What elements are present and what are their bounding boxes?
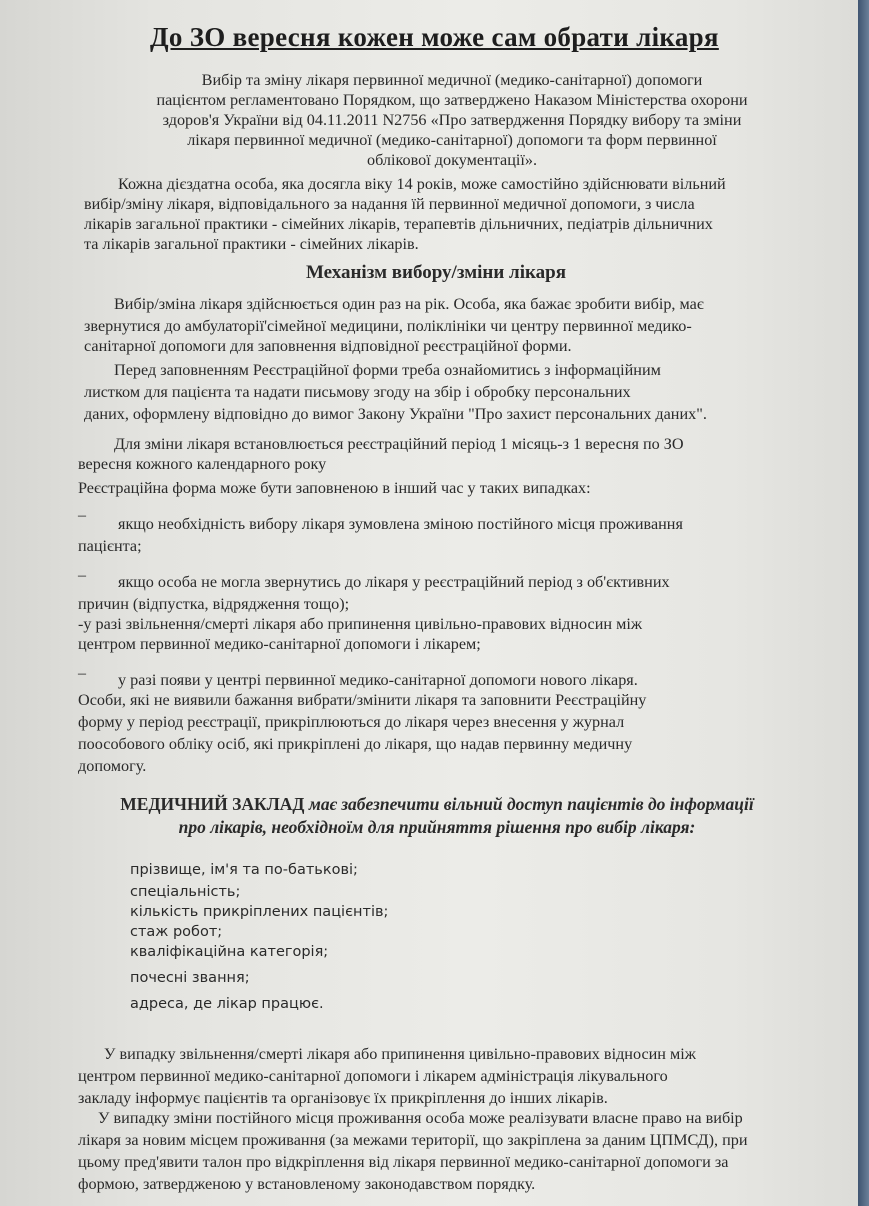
text-line: причин (відпустка, відрядження тощо);: [78, 595, 350, 613]
text-line: вибір/зміну лікаря, відповідального за надання їй первинної медичної допомоги, з числа: [84, 195, 695, 213]
text-line: пацієнта;: [78, 537, 142, 555]
text-line: даних, оформлену відповідно до вимог Закону України "Про захист персональних даних".: [84, 405, 707, 423]
text-line: форму у період реєстрації, прикріплюються до лікаря через внесення у журнал: [78, 713, 625, 731]
mechanism-heading: Механізм вибору/зміни лікаря: [306, 262, 566, 283]
institution-heading-rest: має забезпечити вільний доступ пацієнтів до інформації: [304, 794, 754, 814]
text-line: закладу інформує пацієнтів та організовує їх прикріплення до інших лікарів.: [78, 1089, 608, 1107]
institution-heading: [92, 793, 782, 839]
text-line: -у разі звільнення/смерті лікаря або припинення цивільно-правових відносин між: [78, 615, 643, 633]
text-line: лікарів загальної практики - сімейних лікарів, терапевтів дільничних, педіатрів дільничних: [84, 215, 713, 233]
text-line: лікаря первинної медичної (медико-санітарної) допомоги та форм первинної: [187, 131, 717, 149]
list-item: адреса, де лікар працює.: [130, 996, 324, 1012]
text-line: санітарної допомоги для заповнення відповідної реєстраційної форми.: [84, 337, 572, 355]
text-line: поособового обліку осіб, які прикріплені до лікаря, що надав первинну медичну: [78, 735, 633, 753]
text-line: якщо особа не могла звернутись до лікаря у реєстраційний період з об'єктивних: [118, 573, 670, 591]
list-item: прізвище, ім'я та по-батькові;: [130, 862, 358, 878]
text-line: Особи, які не виявили бажання вибрати/змінити лікаря та заповнити Реєстраційну: [78, 691, 647, 709]
text-line: центром первинної медико-санітарної допомоги і лікарем;: [78, 635, 481, 653]
exceptions-intro: Реєстраційна форма може бути заповненою в інший час у таких випадках:: [78, 479, 591, 497]
background-edge: [858, 0, 869, 1206]
intro-paragraph: [92, 70, 812, 170]
dash-marker: –: [78, 567, 86, 584]
text-line: лікаря за новим місцем проживання (за межами території, що закріплена за даним ЦПМСД), при: [78, 1131, 748, 1149]
list-item: кваліфікаційна категорія;: [130, 944, 329, 960]
text-line: Вибір та зміну лікаря первинної медичної (медико-санітарної) допомоги: [201, 71, 703, 89]
list-item: стаж робот;: [130, 924, 223, 940]
list-item: спеціальність;: [130, 884, 241, 900]
institution-lead: МЕДИЧНИЙ ЗАКЛАД: [120, 794, 305, 814]
text-line: звернутися до амбулаторії'сімейної медицини, поліклініки чи центру первинної медико-: [84, 317, 692, 335]
text-line: Кожна дієздатна особа, яка досягла віку 14 років, може самостійно здійснювати вільний: [118, 175, 726, 193]
text-line: у разі появи у центрі первинної медико-санітарної допомоги нового лікаря.: [118, 671, 638, 689]
institution-heading-line2: про лікарів, необхідноїм для прийняття рішення про вибір лікаря:: [178, 817, 696, 837]
text-line: вересня кожного календарного року: [78, 455, 327, 473]
text-line: Для зміни лікаря встановлюється реєстраційний період 1 місяць-з 1 вересня по ЗО: [114, 435, 684, 453]
text-line: формою, затвердженою у встановленому законодавством порядку.: [78, 1175, 536, 1193]
list-item: почесні звання;: [130, 970, 250, 986]
text-line: центром первинної медико-санітарної допомоги і лікарем адміністрація лікувального: [78, 1067, 668, 1085]
text-line: Перед заповненням Реєстраційної форми треба ознайомитись з інформаційним: [114, 361, 661, 379]
list-item: кількість прикріплених пацієнтів;: [130, 904, 389, 920]
text-line: та лікарів загальної практики - сімейних лікарів.: [84, 235, 419, 253]
text-line: допомогу.: [78, 757, 147, 775]
text-line: пацієнтом регламентовано Порядком, що затверджено Наказом Міністерства охорони: [156, 91, 748, 109]
text-line: цьому пред'явити талон про відкріплення від лікаря первинної медико-санітарної допомоги за: [78, 1153, 729, 1171]
text-line: якщо необхідність вибору лікаря зумовлена зміною постійного місця проживання: [118, 515, 683, 533]
text-line: здоров'я України від 04.11.2011 N2756 «Про затвердження Порядку вибору та зміни: [162, 111, 742, 129]
text-line: Вибір/зміна лікаря здійснюється один раз на рік. Особа, яка бажає зробити вибір, має: [114, 295, 704, 313]
page-title: До ЗО вересня кожен може сам обрати лікаря: [150, 22, 719, 52]
text-line: У випадку звільнення/смерті лікаря або припинення цивільно-правових відносин між: [104, 1045, 696, 1063]
text-line: облікової документації».: [367, 151, 537, 169]
text-line: У випадку зміни постійного місця проживання особа може реалізувати власне право на вибір: [98, 1109, 743, 1127]
dash-marker: –: [78, 665, 86, 682]
dash-marker: –: [78, 507, 86, 524]
text-line: листком для пацієнта та надати письмову згоду на збір і обробку персональних: [84, 383, 631, 401]
